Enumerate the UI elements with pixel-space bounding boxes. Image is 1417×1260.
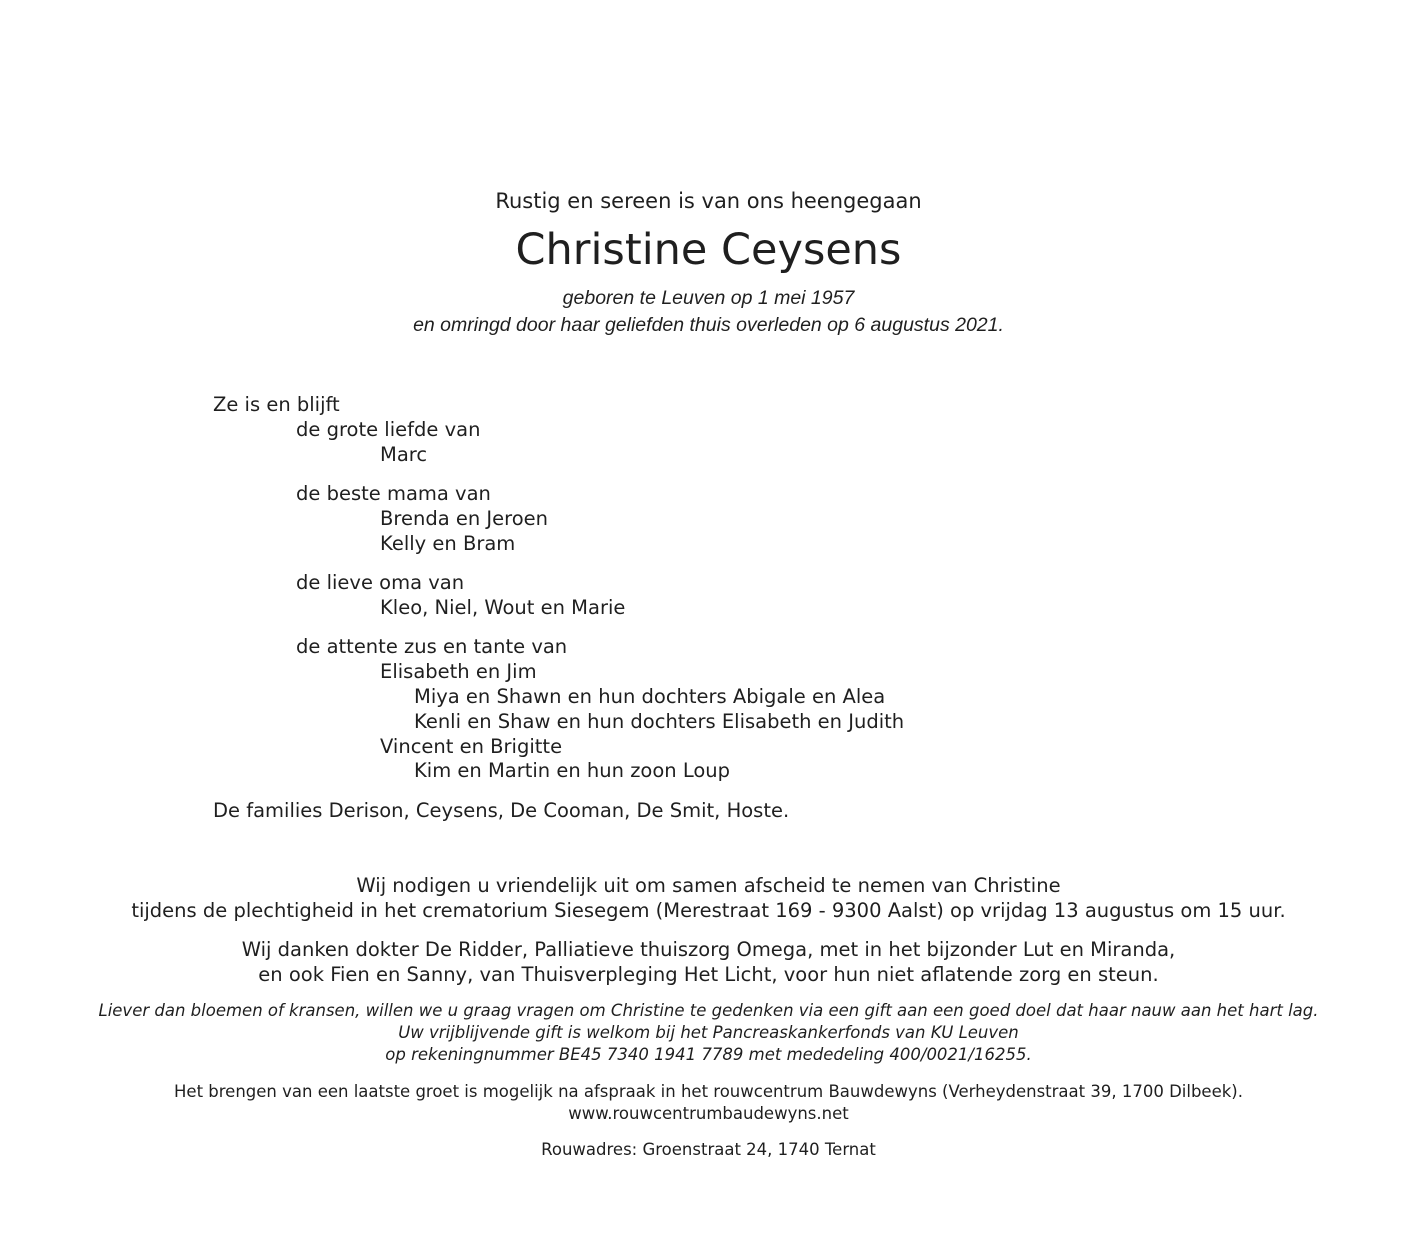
sibling-name: Vincent en Brigitte: [380, 735, 563, 758]
thanks-line-2: en ook Fien en Sanny, van Thuisverpleging Het Licht, voor hun niet aflatende zorg en steun.: [258, 963, 1159, 986]
donation-line-2: Uw vrijblijvende gift is welkom bij het Pancreaskankerfonds van KU Leuven: [398, 1023, 1019, 1042]
grandchildren-names: Kleo, Niel, Wout en Marie: [380, 596, 626, 619]
donation-line-3: op rekeningnummer BE45 7340 1941 7789 met mededeling 400/0021/16255.: [385, 1045, 1032, 1064]
child-name: Brenda en Jeroen: [380, 507, 549, 530]
mourning-address: Rouwadres: Groenstraat 24, 1740 Ternat: [541, 1140, 876, 1159]
sibling-name: Elisabeth en Jim: [380, 660, 537, 683]
donation-line-1: Liever dan bloemen of kransen, willen we u graag vragen om Christine te gedenken via een gift aan een goed doel dat haar nauw aan het hart lag.: [98, 1001, 1319, 1020]
mother-label: de beste mama van: [296, 482, 491, 505]
visit-line: Het brengen van een laatste groet is mogelijk na afspraak in het rouwcentrum Bauwdewyns (Verheydenstraat 39, 1700 Dilbeek).: [174, 1082, 1243, 1101]
deceased-name: Christine Ceysens: [515, 225, 902, 275]
nephew-niece-name: Kim en Martin en hun zoon Loup: [414, 759, 731, 782]
thanks-line-1: Wij danken dokter De Ridder, Palliatieve thuiszorg Omega, met in het bijzonder Lut en Miranda,: [241, 938, 1176, 961]
sister-label: de attente zus en tante van: [296, 635, 568, 658]
intro-line: Rustig en sereen is van ons heengegaan: [495, 189, 922, 213]
ceremony-line-2: tijdens de plechtigheid in het crematorium Siesegem (Merestraat 169 - 9300 Aalst) op vrijdag 13 augustus om 15 uur.: [131, 899, 1286, 922]
nephew-niece-name: Miya en Shawn en hun dochters Abigale en Alea: [414, 685, 886, 708]
child-name: Kelly en Bram: [380, 532, 516, 555]
families-line: De families Derison, Ceysens, De Cooman, De Smit, Hoste.: [213, 799, 790, 822]
nephew-niece-name: Kenli en Shaw en hun dochters Elisabeth en Judith: [414, 710, 905, 733]
death-line: en omringd door haar geliefden thuis overleden op 6 augustus 2021.: [413, 314, 1004, 336]
birth-line: geboren te Leuven op 1 mei 1957: [562, 287, 855, 309]
family-opening: Ze is en blijft: [213, 393, 340, 416]
ceremony-line-1: Wij nodigen u vriendelijk uit om samen afscheid te nemen van Christine: [356, 874, 1061, 897]
love-name: Marc: [380, 443, 428, 466]
website-link[interactable]: www.rouwcentrumbaudewyns.net: [568, 1104, 849, 1123]
love-label: de grote liefde van: [296, 418, 481, 441]
grandma-label: de lieve oma van: [296, 571, 465, 594]
